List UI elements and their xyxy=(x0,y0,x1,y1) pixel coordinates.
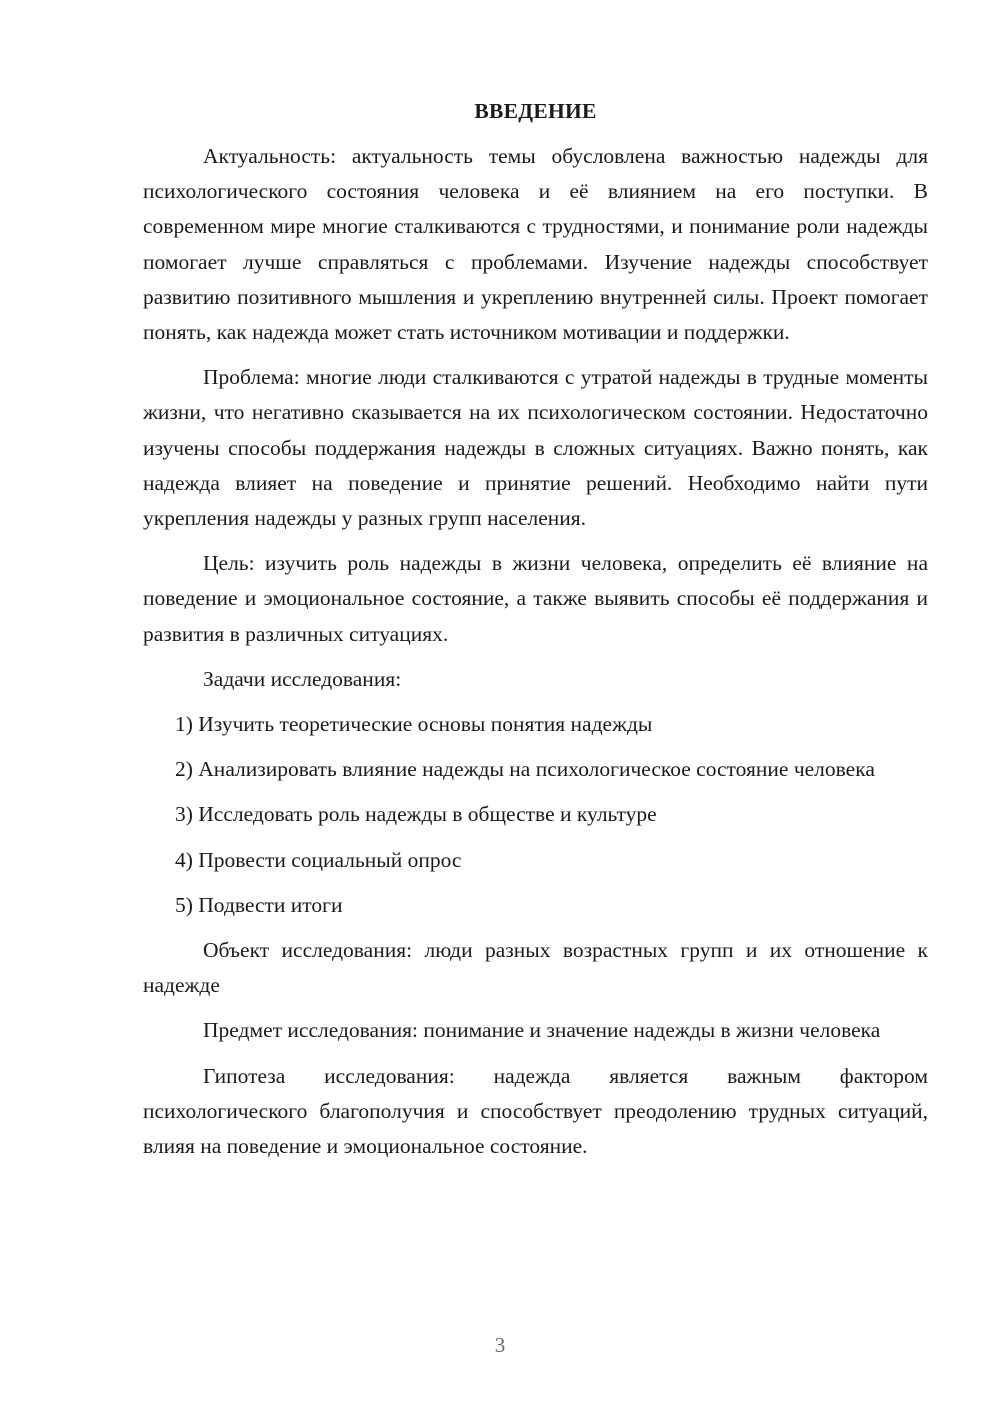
goal-paragraph: Цель: изучить роль надежды в жизни человека, определить её влияние на поведение и эмоциональное состояние, а также выявить способы её поддержания и развития в различных ситуациях. xyxy=(143,551,928,646)
tasks-heading: Задачи исследования: xyxy=(203,666,402,691)
subject-paragraph: Предмет исследования: понимание и значение надежды в жизни человека xyxy=(203,1018,881,1043)
task-item-3: 3) Исследовать роль надежды в обществе и культуре xyxy=(175,802,657,827)
object-paragraph: Объект исследования: люди разных возрастных групп и их отношение к надежде xyxy=(143,938,928,998)
task-item-4: 4) Провести социальный опрос xyxy=(175,847,462,872)
task-item-2: 2) Анализировать влияние надежды на психологическое состояние человека xyxy=(175,757,875,782)
page-title: ВВЕДЕНИЕ xyxy=(474,99,597,123)
document-body xyxy=(143,94,928,1174)
relevance-paragraph: Актуальность: актуальность темы обусловлена важностью надежды для психологического состояния человека и её влиянием на его поступки. В современном мире многие сталкиваются с трудностями, и понимание роли надежды помогает лучше справляться с проблемами. Изучение надежды способствует развитию позитивного мышления и укреплению внутренней силы. Проект помогает понять, как надежда может стать источником мотивации и поддержки. xyxy=(143,144,928,345)
task-item-5: 5) Подвести итоги xyxy=(175,892,343,917)
page-number: 3 xyxy=(494,1333,506,1357)
hypothesis-paragraph: Гипотеза исследования: надежда является важным фактором психологического благополучия и способствует преодолению трудных ситуаций, влияя на поведение и эмоциональное состояние. xyxy=(143,1063,928,1159)
task-item-1: 1) Изучить теоретические основы понятия надежды xyxy=(175,712,653,737)
problem-paragraph: Проблема: многие люди сталкиваются с утратой надежды в трудные моменты жизни, что негативно сказывается на их психологическом состоянии. Недостаточно изучены способы поддержания надежды в сложных ситуациях. Важно понять, как надежда влияет на поведение и принятие решений. Необходимо найти пути укрепления надежды у разных групп населения. xyxy=(143,365,928,531)
